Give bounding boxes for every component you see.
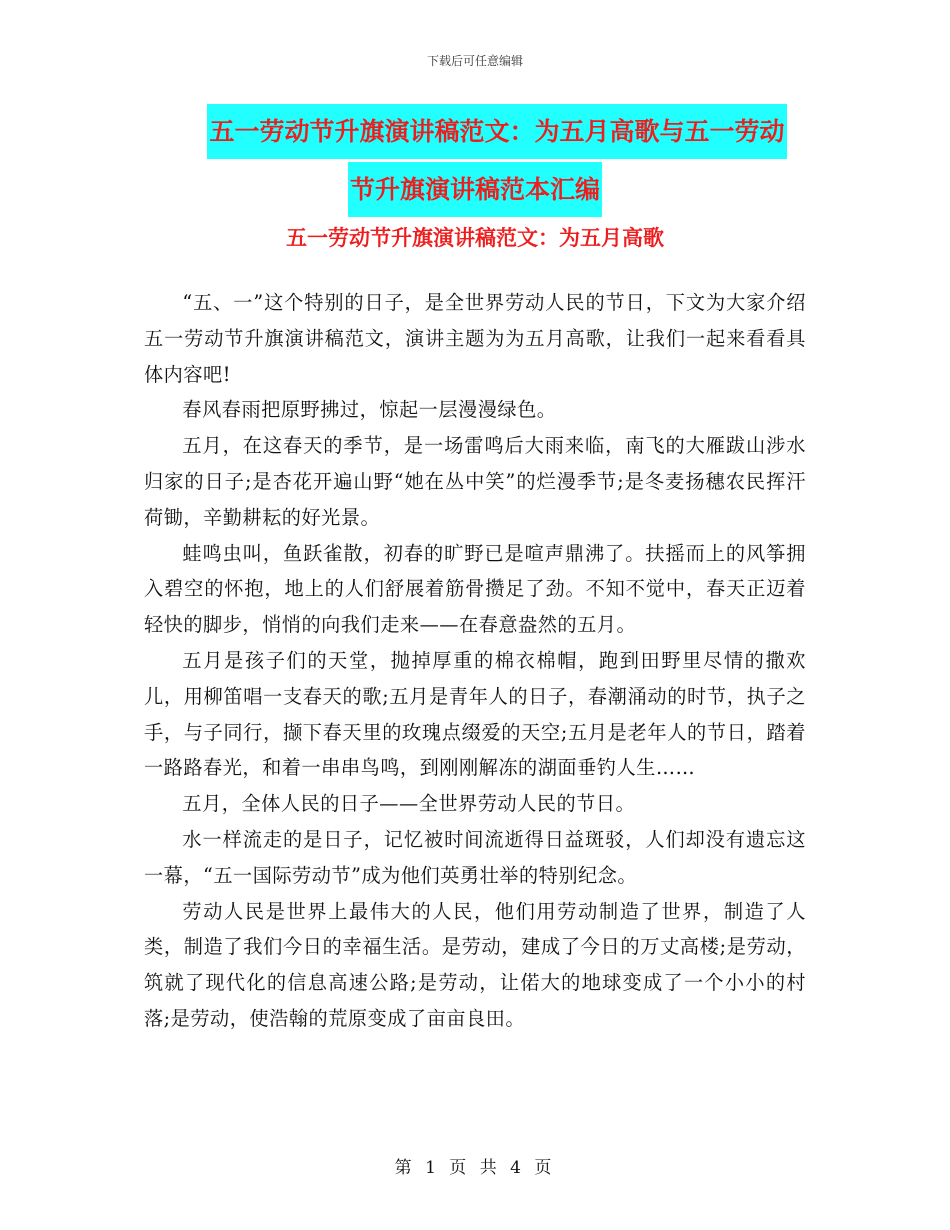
paragraph: 五月，全体人民的日子——全世界劳动人民的节日。 [182,792,636,816]
document-title-line-2: 节升旗演讲稿范本汇编 [348,162,602,217]
paragraph: 五月，在这春天的季节，是一场雷鸣后大雨来临，南飞的大雁跋山涉水归家的日子;是杏花开遍山野“她在丛中笑”的烂漫季节;是冬麦扬穗农民挥汗荷锄，辛勤耕耘的好光景。 [144,434,806,529]
page-footer: 第 1 页 共 4 页 [394,1158,556,1178]
paragraph: 水一样流走的是日子，记忆被时间流逝得日益斑驳，人们却没有遗忘这一幕，“五一国际劳动节”成为他们英勇壮举的特别纪念。 [144,827,806,887]
paragraph: “五、一”这个特别的日子，是全世界劳动人民的节日，下文为大家介绍五一劳动节升旗演讲稿范文，演讲主题为为五月高歌，让我们一起来看看具体内容吧! [144,291,806,386]
document-title-line-1: 五一劳动节升旗演讲稿范文：为五月高歌与五一劳动 [207,104,786,159]
header-note: 下载后可任意编辑 [426,54,523,68]
body-text [144,285,806,1037]
paragraph: 蛙鸣虫叫，鱼跃雀散，初春的旷野已是喧声鼎沸了。扶摇而上的风筝拥入碧空的怀抱，地上的人们舒展着筋骨攒足了劲。不知不觉中，春天正迈着轻快的脚步，悄悄的向我们走来——在春意盎然的五月。 [144,541,806,637]
document-title [0,104,950,220]
paragraph: 春风春雨把原野拂过，惊起一层漫漫绿色。 [182,398,557,422]
section-title: 五一劳动节升旗演讲稿范文：为五月高歌 [286,225,664,250]
paragraph: 五月是孩子们的天堂，抛掉厚重的棉衣棉帽，跑到田野里尽情的撒欢儿，用柳笛唱一支春天的歌;五月是青年人的日子，春潮涌动的时节，执子之手，与子同行，撷下春天里的玫瑰点缀爱的天空;五月是老年人的节日，踏着一路路春光，和着一串串鸟鸣，到刚刚解冻的湖面垂钓人生…… [144,648,806,780]
paragraph: 劳动人民是世界上最伟大的人民，他们用劳动制造了世界，制造了人类，制造了我们今日的幸福生活。是劳动，建成了今日的万丈高楼;是劳动，筑就了现代化的信息高速公路;是劳动，让偌大的地球变成了一个小小的村落;是劳动，使浩翰的荒原变成了亩亩良田。 [144,899,806,1030]
